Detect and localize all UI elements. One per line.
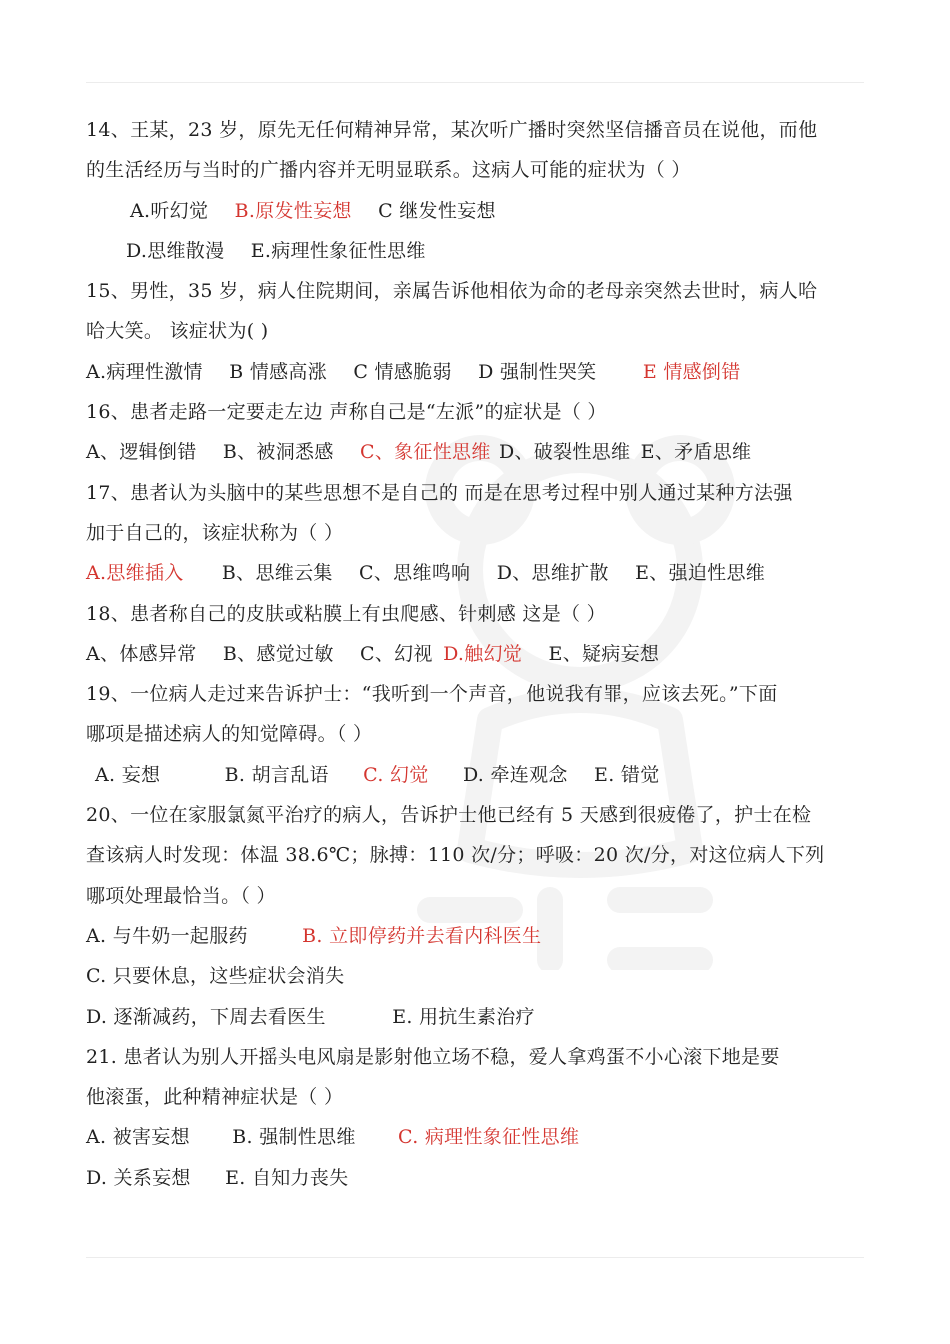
- question-15-stem-line-2: 哈大笑。 该症状为( ): [86, 320, 269, 343]
- question-list: [86, 110, 866, 1198]
- question-17-stem-line-2: 加于自己的，该症状称为（ ）: [86, 521, 344, 544]
- question-20-stem-line-2: 查该病人时发现：体温 38.6℃；脉搏：110 次/分；呼吸：20 次/分，对这位病人下列: [86, 844, 825, 867]
- option-c: C 继发性妄想: [378, 199, 496, 222]
- option-a-answer: A.思维插入: [86, 562, 184, 585]
- option-c: C. 只要休息，这些症状会消失: [86, 965, 345, 988]
- question-19-stem-line-2: 哪项是描述病人的知觉障碍。（ ）: [86, 723, 373, 746]
- option-d: D. 牵连观念: [462, 763, 568, 786]
- question-21-options-row-1: [86, 1117, 866, 1157]
- question-18-options-row-1: [86, 634, 866, 674]
- header-rule: [86, 82, 864, 83]
- question-14-stem-line-1: 14、王某，23 岁，原先无任何精神异常，某次听广播时突然坚信播音员在说他，而他: [86, 119, 818, 141]
- question-19-options-row-1: [86, 755, 866, 795]
- question-14-stem-line-2: 的生活经历与当时的广播内容并无明显联系。这病人可能的症状为（ ）: [86, 159, 691, 182]
- option-c-answer: C、象征性思维: [359, 441, 491, 464]
- option-b: B. 胡言乱语: [224, 763, 329, 786]
- option-c: C、幻视: [359, 642, 433, 665]
- question-21-stem-line-2: 他滚蛋，此种精神症状是（ ）: [86, 1086, 344, 1109]
- option-e: E.病理性象征性思维: [250, 239, 426, 262]
- question-16-options-row-1: [86, 432, 866, 472]
- question-17-options-row-1: [86, 553, 866, 593]
- option-e: E、强迫性思维: [635, 562, 766, 585]
- option-d: D.思维散漫: [126, 239, 225, 262]
- option-a: A.听幻觉: [130, 199, 209, 222]
- question-16-stem-line-1: 16、患者走路一定要走左边 声称自己是“左派”的症状是（ ）: [86, 401, 607, 424]
- question-20-options-row-1: [86, 916, 866, 956]
- footer-rule: [86, 1257, 864, 1258]
- option-b: B、被洞悉感: [222, 441, 334, 464]
- question-14-options-row-2: [86, 231, 866, 271]
- option-a: A. 与牛奶一起服药: [86, 924, 248, 947]
- question-19-stem-line-1: 19、一位病人走过来告诉护士：“我听到一个声音，他说我有罪，应该去死。”下面: [86, 683, 778, 706]
- option-d: D. 关系妄想: [86, 1166, 191, 1189]
- option-b: B. 强制性思维: [232, 1126, 356, 1149]
- question-17-stem-line-1: 17、患者认为头脑中的某些思想不是自己的 而是在思考过程中别人通过某种方法强: [86, 481, 793, 504]
- question-14-options-row-1: [86, 191, 866, 231]
- option-e: E. 用抗生素治疗: [392, 1005, 535, 1028]
- option-b: B 情感高涨: [229, 360, 328, 383]
- option-c-answer: C. 病理性象征性思维: [398, 1126, 580, 1149]
- option-c: C 情感脆弱: [353, 360, 452, 383]
- option-c: C、思维鸣响: [359, 562, 471, 585]
- option-b: B、思维云集: [221, 562, 333, 585]
- option-a: A、逻辑倒错: [86, 441, 197, 464]
- option-b-answer: B. 立即停药并去看内科医生: [302, 924, 542, 947]
- question-21-options-row-2: [86, 1158, 866, 1198]
- option-d-answer: D.触幻觉: [443, 642, 523, 665]
- question-20-stem-line-3: 哪项处理最恰当。（ ）: [86, 884, 276, 907]
- option-e: E. 自知力丧失: [225, 1166, 349, 1189]
- option-b-answer: B.原发性妄想: [234, 199, 352, 222]
- option-e: E、疑病妄想: [548, 642, 660, 665]
- question-20-options-row-3: [86, 997, 866, 1037]
- option-d: D 强制性哭笑: [478, 360, 597, 383]
- question-20-options-row-2: [86, 956, 866, 996]
- option-d: D、思维扩散: [496, 562, 609, 585]
- question-18-stem-line-1: 18、患者称自己的皮肤或粘膜上有虫爬感、针刺感 这是（ ）: [86, 602, 606, 625]
- option-a: A、体感异常: [86, 642, 197, 665]
- option-b: B、感觉过敏: [222, 642, 334, 665]
- option-e-answer: E 情感倒错: [642, 360, 741, 383]
- option-a: A. 被害妄想: [86, 1126, 190, 1149]
- option-e: E、矛盾思维: [640, 441, 752, 464]
- option-a: A.病理性激情: [86, 360, 203, 383]
- question-15-options-row-1: [86, 352, 866, 392]
- option-c-answer: C. 幻觉: [363, 763, 429, 786]
- option-d: D. 逐渐减药，下周去看医生: [86, 1005, 326, 1028]
- option-d: D、破裂性思维: [498, 441, 631, 464]
- option-a: A. 妄想: [95, 763, 161, 786]
- question-20-stem-line-1: 20、一位在家服氯氮平治疗的病人，告诉护士他已经有 5 天感到很疲倦了，护士在检: [86, 804, 812, 827]
- question-15-stem-line-1: 15、男性，35 岁，病人住院期间，亲属告诉他相依为命的老母亲突然去世时，病人哈: [86, 280, 818, 303]
- question-21-stem-line-1: 21. 患者认为别人开摇头电风扇是影射他立场不稳，爱人拿鸡蛋不小心滚下地是要: [86, 1045, 780, 1068]
- option-e: E. 错觉: [594, 763, 660, 786]
